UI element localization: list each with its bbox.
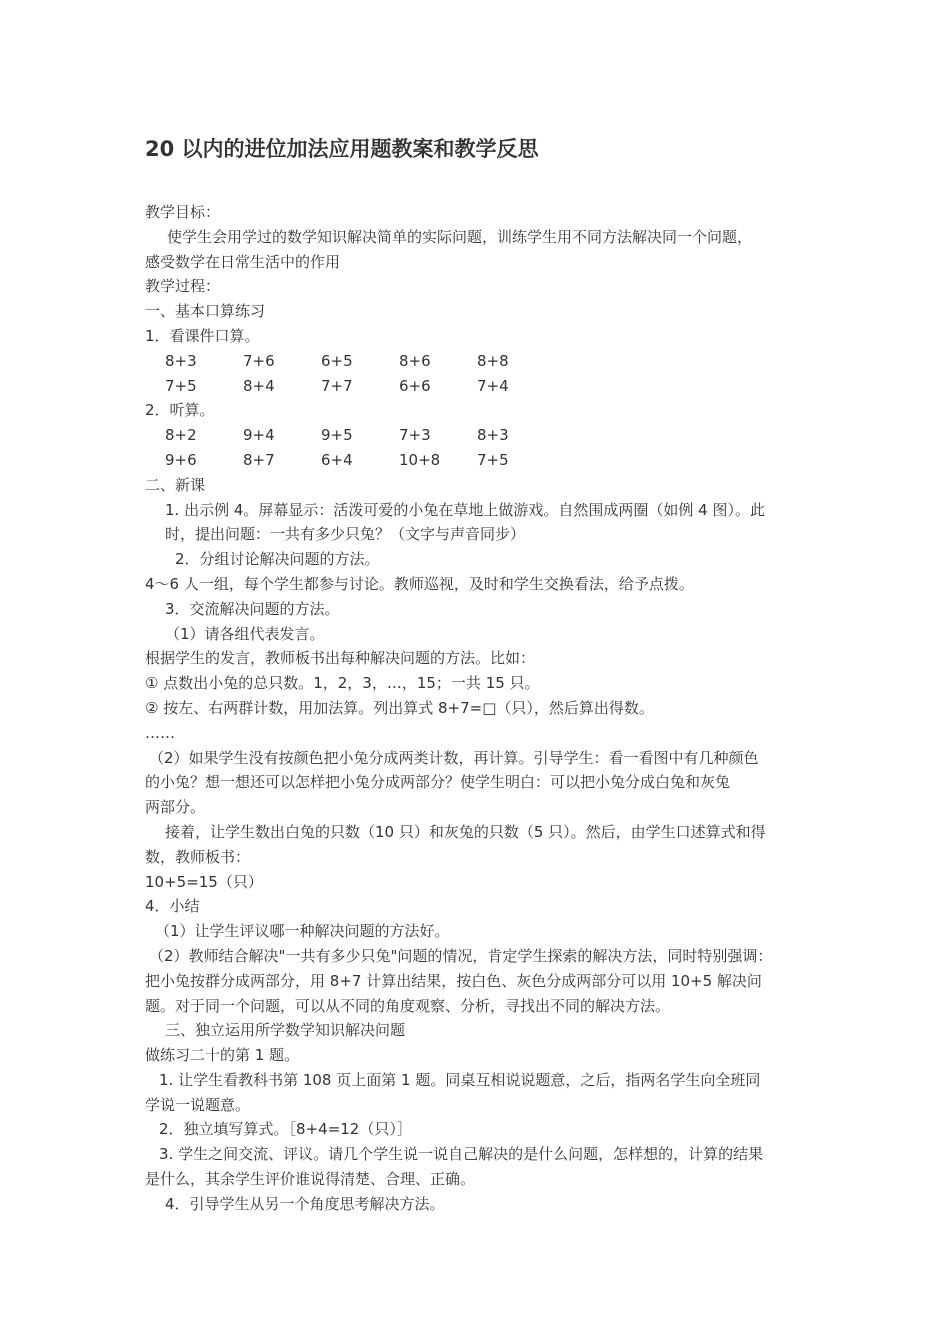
calc-item: 7+5 xyxy=(165,376,197,395)
calc-item: 8+2 xyxy=(165,426,197,445)
calc-item: 6+4 xyxy=(321,450,353,469)
paragraph: ① 点数出小兔的总只数。1，2，3，…，15；一共 15 只。 xyxy=(145,674,540,693)
calc-item: 7+7 xyxy=(321,376,353,395)
calc-row-3 xyxy=(145,423,815,448)
paragraph: ② 按左、右两群计数，用加法算。列出算式 8+7=□（只），然后算出得数。 xyxy=(145,698,654,717)
paragraph: 做练习二十的第 1 题。 xyxy=(145,1046,300,1065)
calc-item: 10+8 xyxy=(399,450,441,469)
paragraph: 根据学生的发言，教师板书出每种解决问题的方法。比如： xyxy=(145,649,536,668)
paragraph: 时，提出问题：一共有多少只兔？（文字与声音同步） xyxy=(165,525,526,544)
calc-item: 9+6 xyxy=(165,450,197,469)
calc-row-1 xyxy=(145,349,815,374)
paragraph: 数，教师板书： xyxy=(145,847,251,866)
paragraph: 两部分。 xyxy=(145,798,206,817)
calc-item: 8+7 xyxy=(243,450,275,469)
calc-item: 8+3 xyxy=(165,351,197,370)
document-title: 20 以内的进位加法应用题教案和教学反思 xyxy=(145,137,539,161)
paragraph: 4～6 人一组，每个学生都参与讨论。教师巡视，及时和学生交换看法，给予点拨。 xyxy=(145,574,694,593)
paragraph: 2．独立填写算式。［8+4=12（只）］ xyxy=(159,1120,412,1139)
paragraph: 接着，让学生数出白兔的只数（10 只）和灰兔的只数（5 只）。然后，由学生口述算式和得 xyxy=(165,822,766,841)
paragraph: 4．引导学生从另一个角度思考解决方法。 xyxy=(165,1194,445,1213)
process-label: 教学过程： xyxy=(145,277,221,296)
calc-item: 8+4 xyxy=(243,376,275,395)
calc-item: 7+5 xyxy=(477,450,509,469)
calc-row-2 xyxy=(145,374,815,399)
paragraph: （2）如果学生没有按颜色把小兔分成两类计数，再计算。引导学生：看一看图中有几种颜色 xyxy=(149,748,759,767)
paragraph: 3．交流解决问题的方法。 xyxy=(165,599,340,618)
section3-heading: 三、独立运用所学数学知识解决问题 xyxy=(165,1021,406,1040)
calc-item: 6+6 xyxy=(399,376,431,395)
section2-heading: 二、新课 xyxy=(145,475,206,494)
calc-item: 6+5 xyxy=(321,351,353,370)
paragraph: 1. 出示例 4。屏幕显示：活泼可爱的小兔在草地上做游戏。自然围成两圈（如例 4 图）。此 xyxy=(165,500,765,519)
paragraph: （1）请各组代表发言。 xyxy=(165,624,325,643)
calc-item: 8+3 xyxy=(477,426,509,445)
calc-item: 7+4 xyxy=(477,376,509,395)
paragraph: 学说一说题意。 xyxy=(145,1095,251,1114)
goal-label: 教学目标： xyxy=(145,203,221,221)
calc-item: 8+6 xyxy=(399,351,431,370)
paragraph: （1）让学生评议哪一种解决问题的方法好。 xyxy=(155,922,450,941)
goal-text-line1: 使学生会用学过的数学知识解决简单的实际问题，训练学生用不同方法解决同一个问题， xyxy=(167,227,753,246)
paragraph: 4．小结 xyxy=(145,897,200,916)
calc-item: 9+5 xyxy=(321,426,353,445)
section1-heading: 一、基本口算练习 xyxy=(145,302,266,321)
document-body xyxy=(145,200,815,1217)
formula: 10+5=15（只） xyxy=(145,872,263,891)
paragraph: 题。对于同一个问题，可以从不同的角度观察、分析，寻找出不同的解决方法。 xyxy=(145,996,671,1015)
calc-item: 7+6 xyxy=(243,351,275,370)
paragraph: 3. 学生之间交流、评议。请几个学生说一说自己解决的是什么问题，怎样想的，计算的结果 xyxy=(159,1145,764,1164)
calc-item: 7+3 xyxy=(399,426,431,445)
paragraph: 是什么，其余学生评价谁说得清楚、合理、正确。 xyxy=(145,1170,476,1189)
paragraph: 的小兔？想一想还可以怎样把小兔分成两部分？使学生明白：可以把小兔分成白兔和灰兔 xyxy=(145,773,731,792)
calc-row-4 xyxy=(145,448,815,473)
paragraph: 1. 让学生看教科书第 108 页上面第 1 题。同桌互相说说题意，之后，指两名学生向全班同 xyxy=(159,1070,761,1089)
paragraph: …… xyxy=(145,723,175,742)
paragraph: 把小兔按群分成两部分，用 8+7 计算出结果，按白色、灰色分成两部分可以用 10+5 解决问 xyxy=(145,971,762,990)
calc-item: 8+8 xyxy=(477,351,509,370)
section1-item1: 1．看课件口算。 xyxy=(145,326,260,345)
paragraph: （2）教师结合解决"一共有多少只兔"问题的情况，肯定学生探索的解决方法，同时特别强调： xyxy=(149,946,773,965)
goal-text-line2: 感受数学在日常生活中的作用 xyxy=(145,252,341,271)
section1-item2: 2．听算。 xyxy=(145,401,215,420)
paragraph: 2．分组讨论解决问题的方法。 xyxy=(175,550,380,569)
calc-item: 9+4 xyxy=(243,426,275,445)
